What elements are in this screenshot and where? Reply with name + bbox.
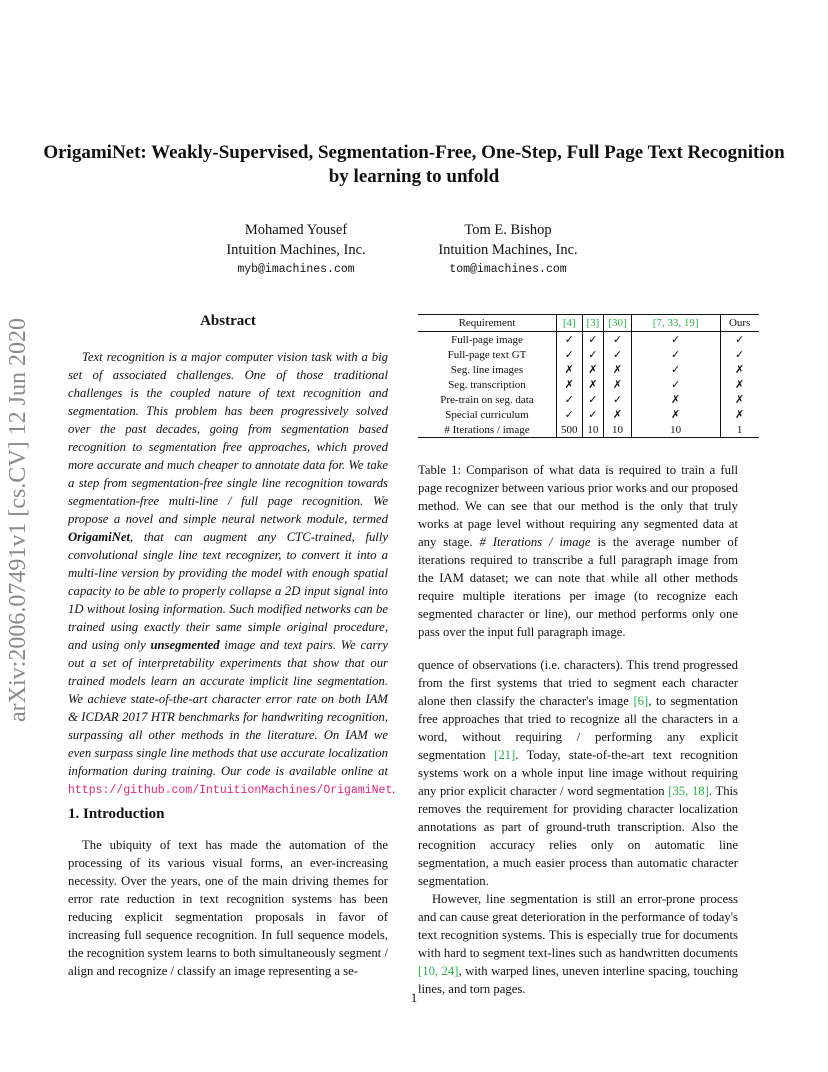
table-cell: ✓ bbox=[582, 347, 604, 362]
table-cell: ✗ bbox=[557, 377, 583, 392]
table-cell: ✓ bbox=[557, 332, 583, 348]
table-cell: ✓ bbox=[557, 392, 583, 407]
row-label: Pre-train on seg. data bbox=[418, 392, 557, 407]
col-ref-3: [3] bbox=[582, 315, 604, 332]
col-ref-4: [4] bbox=[557, 315, 583, 332]
intro-text: The ubiquity of text has made the automation of the processing of its various visual forms, an ever-increasing necessity. Over the years, one of the main driving themes for error rate reduction in text recognition systems has been reducing explicit segmentation proposals in favor of increasing full sequence recognition. In full sequence models, the recognition system learns to both simultaneously segment / align and recognize / classify an image representing a se- bbox=[68, 838, 388, 978]
table-cell: 1 bbox=[720, 422, 759, 438]
row-label: Seg. line images bbox=[418, 362, 557, 377]
code-link[interactable]: https://github.com/IntuitionMachines/OrigamiNet bbox=[68, 784, 393, 797]
col-ref-30: [30] bbox=[604, 315, 631, 332]
table-cell: ✗ bbox=[735, 378, 745, 391]
right-column-text: quence of observations (i.e. characters). This trend progressed from the first systems that tried to segment each character alone then classify the character's image [6], to segmentation free approaches that tried to recognize all the characters in a word, without requiring / performing any explicit segmentation [21]. Today, state-of-the-art text recognition systems work on a whole input line image without requiring any prior explicit character / word segmentation [35, 18]. This removes the requirement for providing character localization annotations as part of ground-truth transcription. Also the recognition accuracy relies only on automatic line segmentation, a much easier process than automatic character segmentation. However, line segmentation is still an error-prone process and can cause great deterioration in the performance of today's text recognition systems. This is especially true for documents with hard to segment text-lines such as handwritten documents [10, 24], with warped lines, uneven interline spacing, touching lines, and torn pages. bbox=[418, 658, 738, 996]
author-1 bbox=[176, 220, 416, 280]
table-row bbox=[418, 392, 759, 407]
table-cell: 10 bbox=[631, 422, 720, 438]
table-cell: ✗ bbox=[582, 362, 604, 377]
abstract-text: Text recognition is a major computer vision task with a big set of associated challenges. One of those traditional challenges is the coupled nature of text recognition and segmentation. This problem has been progressively solved over the past decades, going from segmentation based recognition to segmentation free approaches, which proved more accurate and much cheaper to annotate data for. We take a step from segmentation-free single line recognition towards segmentation-free multi-line / full page recognition. We propose a novel and simple neural network module, termed OrigamiNet, that can augment any CTC-trained, fully convolutional single line text recognizer, to convert it into a multi-line version by providing the model with enough spatial capacity to be able to properly collapse a 2D input signal into 1D without losing information. Such modified networks can be trained using exactly their same simple original procedure, and using only unsegmented image and text pairs. We carry out a set of interpretability experiments that show that our trained models learn an accurate implicit line segmentation. We achieve state-of-the-art character error rate on both IAM & ICDAR 2017 HTR benchmarks for handwriting recognition, surpassing all other methods in the literature. On IAM we even surpass single line methods that use accurate localization information during training. Our code is available online at https://github.com/IntuitionMachines/OrigamiNet. bbox=[68, 350, 396, 797]
table-cell: ✗ bbox=[631, 407, 720, 422]
table-row bbox=[418, 422, 759, 438]
requirements-table bbox=[418, 314, 759, 438]
table-cell: ✓ bbox=[557, 347, 583, 362]
page-number: 1 bbox=[410, 990, 418, 1005]
table-row bbox=[418, 362, 759, 377]
author-name: Tom E. Bishop bbox=[464, 222, 552, 238]
table-cell: ✓ bbox=[735, 333, 745, 346]
table-cell: ✗ bbox=[631, 392, 720, 407]
author-name: Mohamed Yousef bbox=[244, 222, 348, 238]
abstract-heading: Abstract bbox=[200, 313, 256, 329]
paper-title: OrigamiNet: Weakly-Supervised, Segmentation-Free, One-Step, Full Page Text Recognition by learning to unfold bbox=[43, 142, 785, 187]
author-affiliation: Intuition Machines, Inc. bbox=[438, 242, 578, 258]
arxiv-stamp: arXiv:2006.07491v1 [cs.CV] 12 Jun 2020 bbox=[5, 318, 31, 722]
col-ours: Ours bbox=[720, 315, 759, 332]
citation[interactable]: [6] bbox=[633, 694, 649, 708]
author-email: myb@imachines.com bbox=[237, 263, 355, 276]
origaminet-term: OrigamiNet bbox=[68, 530, 131, 544]
table-row bbox=[418, 407, 759, 422]
table-cell: ✗ bbox=[735, 393, 745, 406]
table-cell: ✓ bbox=[582, 407, 604, 422]
table-row bbox=[418, 377, 759, 392]
table-cell: ✓ bbox=[582, 392, 604, 407]
requirements-table-wrap bbox=[418, 314, 759, 438]
table-cell: 10 bbox=[604, 422, 631, 438]
table-cell: ✓ bbox=[557, 407, 583, 422]
table-cell: ✗ bbox=[582, 377, 604, 392]
table-cell: ✗ bbox=[604, 407, 631, 422]
unsegmented-term: unsegmented bbox=[150, 638, 220, 652]
table-row bbox=[418, 347, 759, 362]
citation[interactable]: [10, 24] bbox=[418, 964, 459, 978]
table-cell: ✗ bbox=[557, 362, 583, 377]
author-email: tom@imachines.com bbox=[449, 263, 567, 276]
table-cell: ✗ bbox=[604, 362, 631, 377]
row-label: # Iterations / image bbox=[418, 422, 557, 438]
table-cell: ✓ bbox=[631, 332, 720, 348]
table-cell: ✗ bbox=[735, 408, 745, 421]
table-caption: Table 1: Comparison of what data is required to train a full page recognizer between various prior works and our proposed method. We can see that our method is the only that truly works at page level without requiring any segmented data at any stage. # Iterations / image is the average number of iterations required to transcribe a full paragraph image from the IAM dataset; we can note that while all other methods require multiple iterations per image (to recognize each segmented character or line), our method performs only one pass over the input full paragraph image. bbox=[418, 463, 738, 639]
table-cell: ✓ bbox=[631, 362, 720, 377]
row-label: Full-page text GT bbox=[418, 347, 557, 362]
col-ref-7-33-19: [7, 33, 19] bbox=[631, 315, 720, 332]
row-label: Full-page image bbox=[418, 332, 557, 348]
table-cell: ✓ bbox=[582, 332, 604, 348]
row-label: Seg. transcription bbox=[418, 377, 557, 392]
table-cell: ✓ bbox=[735, 348, 745, 361]
table-cell: ✗ bbox=[735, 363, 745, 376]
table-row bbox=[418, 332, 759, 348]
author-2 bbox=[388, 220, 628, 280]
table-cell: ✓ bbox=[604, 347, 631, 362]
table-cell: ✓ bbox=[631, 377, 720, 392]
intro-heading: 1. Introduction bbox=[68, 806, 165, 822]
table-cell: 500 bbox=[557, 422, 583, 438]
col-requirement: Requirement bbox=[418, 315, 557, 332]
table-header-row bbox=[418, 315, 759, 332]
table-cell: ✓ bbox=[631, 347, 720, 362]
table-cell: ✓ bbox=[604, 332, 631, 348]
row-label: Special curriculum bbox=[418, 407, 557, 422]
table-cell: ✗ bbox=[604, 377, 631, 392]
citation[interactable]: [35, 18] bbox=[668, 784, 709, 798]
author-affiliation: Intuition Machines, Inc. bbox=[226, 242, 366, 258]
table-cell: ✓ bbox=[604, 392, 631, 407]
table-cell: 10 bbox=[582, 422, 604, 438]
citation[interactable]: [21] bbox=[494, 748, 516, 762]
